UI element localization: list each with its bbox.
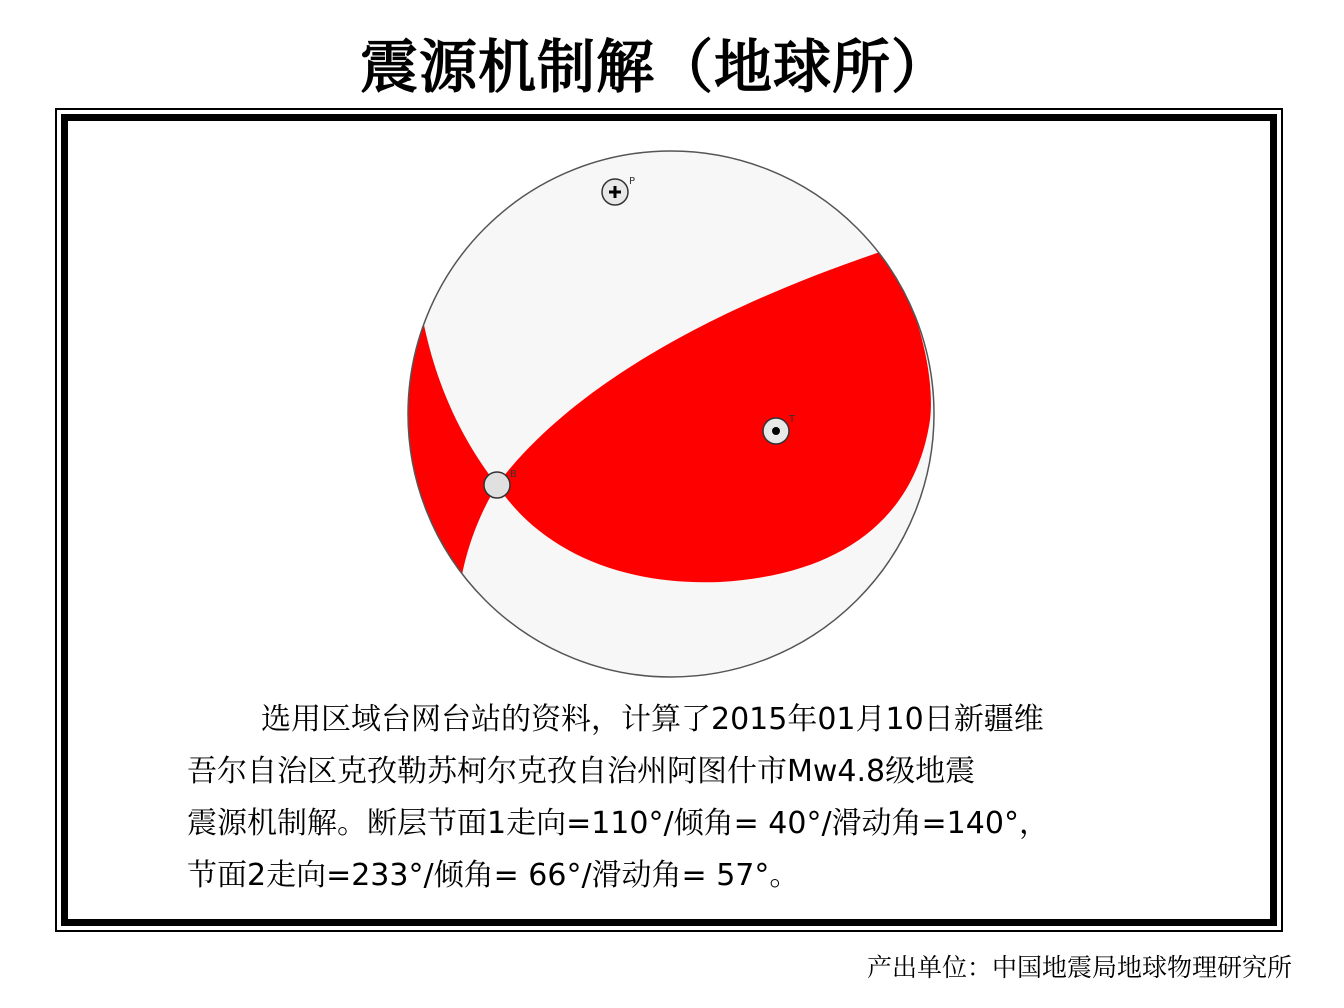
t-axis-label: T — [789, 414, 796, 425]
mechanism-description — [187, 694, 1167, 902]
producer-credit: 产出单位：中国地震局地球物理研究所 — [866, 953, 1292, 982]
b-axis-label: B — [510, 469, 517, 480]
p-axis-label: P — [629, 176, 636, 187]
description-line-1: 选用区域台网台站的资料，计算了2015年01月10日新疆维 — [261, 702, 1044, 737]
description-line-2: 吾尔自治区克孜勒苏柯尔克孜自治州阿图什市Mw4.8级地震 — [187, 754, 976, 789]
page-title: 震源机制解（地球所） — [359, 33, 950, 101]
description-line-4: 节面2走向=233°/倾角= 66°/滑动角= 57°。 — [187, 858, 800, 893]
description-line-3: 震源机制解。断层节面1走向=110°/倾角= 40°/滑动角=140°， — [187, 806, 1049, 841]
